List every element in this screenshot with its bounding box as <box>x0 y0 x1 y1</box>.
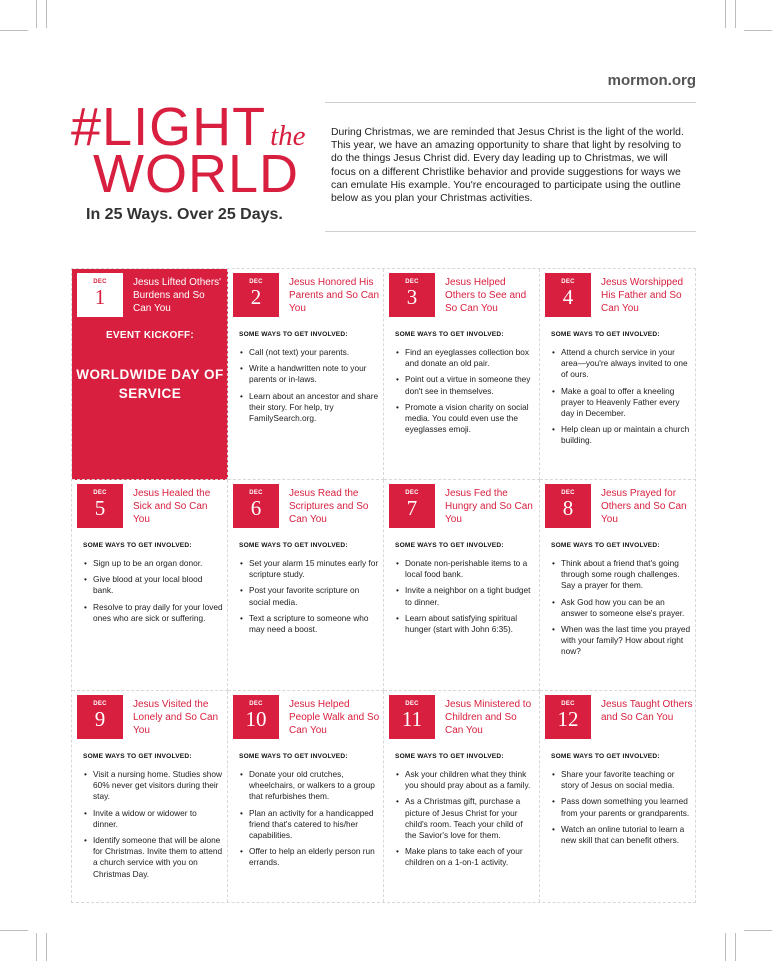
day-cell-3 <box>384 269 540 480</box>
ways-label: SOME WAYS TO GET INVOLVED: <box>83 542 192 549</box>
list-item: • Point out a virtue in someone they don't see in themselves. <box>395 374 535 396</box>
crop-mark <box>735 933 736 961</box>
ways-list <box>551 558 691 663</box>
day-cell-6 <box>228 480 384 691</box>
list-item: • Donate non-perishable items to a local food bank. <box>395 558 535 580</box>
crop-mark <box>0 930 28 931</box>
list-item: • Ask God how you can be an answer to someone else's prayer. <box>551 597 691 619</box>
day-cell-2 <box>228 269 384 480</box>
date-badge <box>389 484 435 528</box>
date-month: DEC <box>93 701 107 707</box>
date-day: 11 <box>401 707 423 731</box>
date-month: DEC <box>249 490 263 496</box>
crop-mark <box>725 0 726 28</box>
ways-label: SOME WAYS TO GET INVOLVED: <box>83 753 192 760</box>
day-title: Jesus Helped People Walk and So Can You <box>289 699 380 736</box>
ways-list <box>395 769 535 874</box>
ways-label: SOME WAYS TO GET INVOLVED: <box>395 542 504 549</box>
list-item: • Learn about an ancestor and share their story. For help, try FamilySearch.org. <box>239 391 379 425</box>
list-item: • Find an eyeglasses collection box and donate an old pair. <box>395 347 535 369</box>
date-day: 6 <box>250 496 262 520</box>
crop-mark <box>725 933 726 961</box>
date-month: DEC <box>405 490 419 496</box>
day-title: Jesus Prayed for Others and So Can You <box>601 488 687 525</box>
ways-list <box>395 347 535 440</box>
date-day: 7 <box>406 496 418 520</box>
date-month: DEC <box>93 490 107 496</box>
ways-list <box>551 347 691 452</box>
calendar-grid <box>71 268 696 903</box>
day-cell-9 <box>72 691 228 902</box>
list-item: • Donate your old crutches, wheelchairs, or walkers to a group that refurbishes them. <box>239 769 379 803</box>
day-title: Jesus Lifted Others' Burdens and So Can You <box>133 277 222 314</box>
date-badge <box>233 273 279 317</box>
date-badge <box>545 484 591 528</box>
event-name: WORLDWIDE DAY OF SERVICE <box>76 367 224 401</box>
date-badge <box>389 695 435 739</box>
crop-mark <box>36 933 37 961</box>
list-item: • Write a handwritten note to your parents or in-laws. <box>239 363 379 385</box>
date-badge <box>545 273 591 317</box>
ways-label: SOME WAYS TO GET INVOLVED: <box>395 331 504 338</box>
list-item: • Ask your children what they think you should pray about as a family. <box>395 769 535 791</box>
crop-mark <box>46 0 47 28</box>
list-item: • Post your favorite scripture on social media. <box>239 585 379 607</box>
list-item: • Resolve to pray daily for your loved ones who are sick or suffering. <box>83 602 223 624</box>
crop-mark <box>46 933 47 961</box>
list-item: • Invite a widow or widower to dinner. <box>83 808 223 830</box>
date-badge <box>233 484 279 528</box>
event-kickoff-label: EVENT KICKOFF: <box>105 330 195 341</box>
date-day: 3 <box>406 285 418 309</box>
list-item: • As a Christmas gift, purchase a picture of Jesus Christ for your child's room. Teach your child of the Savior's love for them. <box>395 796 535 841</box>
day-title: Jesus Read the Scriptures and So Can You <box>289 488 369 525</box>
date-month: DEC <box>405 701 419 707</box>
day-cell-4 <box>540 269 696 480</box>
crop-mark <box>744 30 772 31</box>
date-day: 4 <box>562 285 574 309</box>
ways-label: SOME WAYS TO GET INVOLVED: <box>551 331 660 338</box>
date-month: DEC <box>249 279 263 285</box>
date-day: 1 <box>94 285 106 309</box>
divider <box>325 102 696 103</box>
list-item: • Learn about satisfying spiritual hunger (start with John 6:35). <box>395 613 535 635</box>
list-item: • Think about a friend that's going through some rough challenges. Say a prayer for them. <box>551 558 691 592</box>
day-title: Jesus Worshipped His Father and So Can You <box>601 277 684 314</box>
crop-mark <box>36 0 37 28</box>
list-item: • Set your alarm 15 minutes early for scripture study. <box>239 558 379 580</box>
date-day: 12 <box>557 707 579 731</box>
ways-label: SOME WAYS TO GET INVOLVED: <box>239 542 348 549</box>
day-cell-1 <box>72 269 228 480</box>
date-month: DEC <box>561 701 575 707</box>
day-title: Jesus Honored His Parents and So Can You <box>289 277 380 314</box>
date-badge <box>389 273 435 317</box>
logo-the: the <box>270 120 306 152</box>
list-item: • Promote a vision charity on social media. You could even use the eyeglasses emoji. <box>395 402 535 436</box>
date-month: DEC <box>561 490 575 496</box>
list-item: • Pass down something you learned from your parents or grandparents. <box>551 796 691 818</box>
crop-mark <box>0 30 28 31</box>
ways-list <box>395 558 535 640</box>
day-title: Jesus Helped Others to See and So Can You <box>445 277 527 314</box>
site-name[interactable]: mormon.org <box>607 72 696 89</box>
day-title: Jesus Healed the Sick and So Can You <box>133 488 211 525</box>
list-item: • When was the last time you prayed with your family? How about right now? <box>551 624 691 658</box>
list-item: • Watch an online tutorial to learn a new skill that can benefit others. <box>551 824 691 846</box>
date-day: 10 <box>245 707 267 731</box>
ways-list <box>83 558 223 629</box>
list-item: • Invite a neighbor on a tight budget to dinner. <box>395 585 535 607</box>
ways-label: SOME WAYS TO GET INVOLVED: <box>239 753 348 760</box>
list-item: • Give blood at your local blood bank. <box>83 574 223 596</box>
day-title: Jesus Fed the Hungry and So Can You <box>445 488 533 525</box>
ways-label: SOME WAYS TO GET INVOLVED: <box>551 542 660 549</box>
list-item: • Identify someone that will be alone for Christmas. Invite them to attend a church service with you on Christmas Day. <box>83 835 223 880</box>
date-month: DEC <box>93 279 107 285</box>
ways-label: SOME WAYS TO GET INVOLVED: <box>239 331 348 338</box>
ways-list <box>239 769 379 874</box>
divider <box>325 231 696 232</box>
date-day: 5 <box>94 496 106 520</box>
ways-label: SOME WAYS TO GET INVOLVED: <box>395 753 504 760</box>
day-cell-5 <box>72 480 228 691</box>
ways-list <box>83 769 223 885</box>
date-badge <box>545 695 591 739</box>
list-item: • Text a scripture to someone who may need a boost. <box>239 613 379 635</box>
list-item: • Make plans to take each of your children on a 1-on-1 activity. <box>395 846 535 868</box>
date-badge <box>77 273 123 317</box>
logo-world: WORLD <box>93 144 299 204</box>
date-month: DEC <box>561 279 575 285</box>
date-badge <box>77 695 123 739</box>
day-cell-8 <box>540 480 696 691</box>
date-day: 9 <box>94 707 106 731</box>
list-item: • Visit a nursing home. Studies show 60% never get visitors during their stay. <box>83 769 223 803</box>
list-item: • Offer to help an elderly person run errands. <box>239 846 379 868</box>
day-title: Jesus Visited the Lonely and So Can You <box>133 699 219 736</box>
list-item: • Attend a church service in your area—you're always invited to one of ours. <box>551 347 691 381</box>
ways-list <box>239 347 379 429</box>
date-badge <box>233 695 279 739</box>
crop-mark <box>744 930 772 931</box>
day-cell-10 <box>228 691 384 902</box>
day-title: Jesus Taught Others and So Can You <box>601 699 693 723</box>
day-cell-12 <box>540 691 696 902</box>
date-day: 8 <box>562 496 574 520</box>
crop-mark <box>735 0 736 28</box>
list-item: • Make a goal to offer a kneeling prayer to Heavenly Father every day in December. <box>551 386 691 420</box>
ways-label: SOME WAYS TO GET INVOLVED: <box>551 753 660 760</box>
date-month: DEC <box>405 279 419 285</box>
logo-hash-light: #LIGHT <box>71 97 267 157</box>
list-item: • Sign up to be an organ donor. <box>83 558 223 569</box>
list-item: • Plan an activity for a handicapped friend that's catered to his/her capabilities. <box>239 808 379 842</box>
day-title: Jesus Ministered to Children and So Can You <box>445 699 532 736</box>
list-item: • Share your favorite teaching or story of Jesus on social media. <box>551 769 691 791</box>
day-cell-7 <box>384 480 540 691</box>
day-cell-11 <box>384 691 540 902</box>
ways-list <box>551 769 691 851</box>
date-day: 2 <box>250 285 262 309</box>
list-item: • Help clean up or maintain a church building. <box>551 424 691 446</box>
tagline: In 25 Ways. Over 25 Days. <box>86 206 283 223</box>
date-badge <box>77 484 123 528</box>
date-month: DEC <box>249 701 263 707</box>
list-item: • Call (not text) your parents. <box>239 347 379 358</box>
ways-list <box>239 558 379 640</box>
intro-paragraph: During Christmas, we are reminded that Jesus Christ is the light of the world. This year, we have an amazing opportunity to share that light by resolving to do the things Jesus Christ did. Every day leading up to Christmas, we will focus on a different Christlike behavior and provide suggestions for ways we can emulate His example. You're encouraged to participate using the outline below as you plan your Christmas activities. <box>331 127 684 205</box>
